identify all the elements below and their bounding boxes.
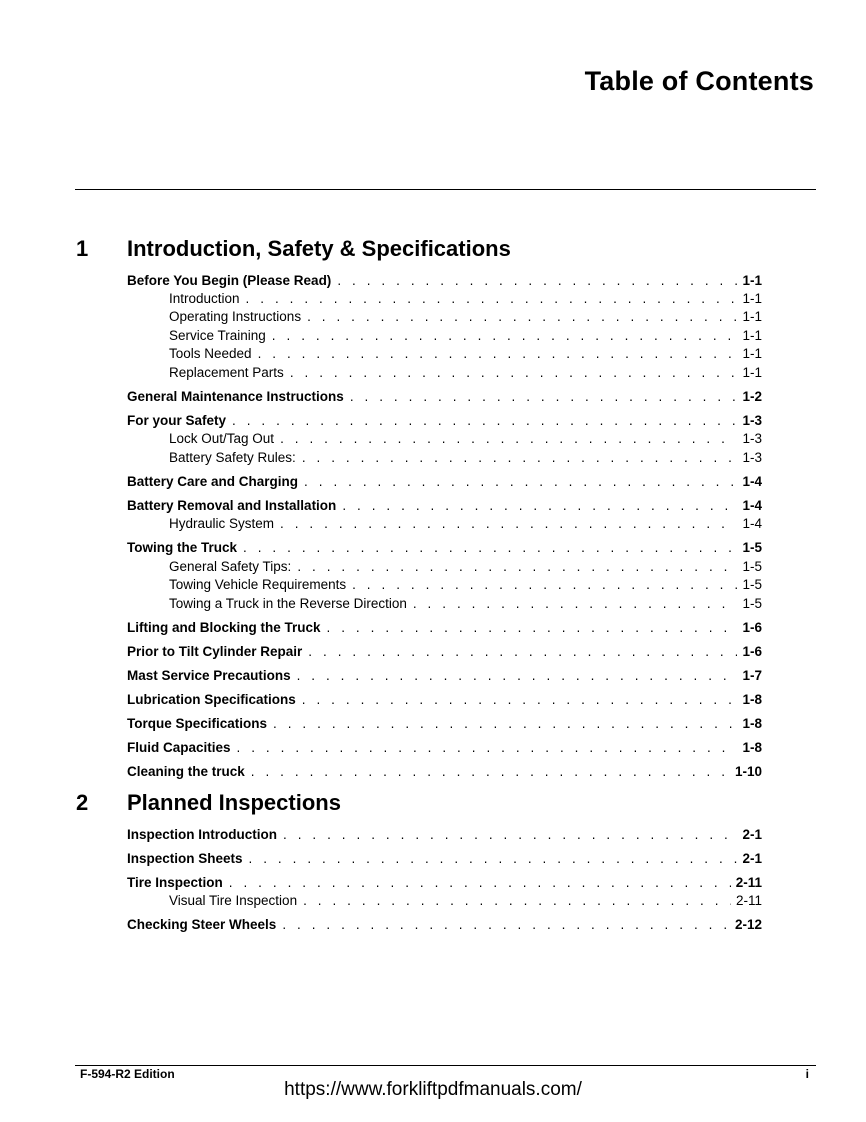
toc-entry-page: 1-3 [742, 413, 762, 428]
toc-entry-page: 1-2 [742, 389, 762, 404]
dot-leader [280, 515, 737, 533]
toc-subentry[interactable] [169, 364, 762, 382]
toc-entry-page: 1-6 [742, 620, 762, 635]
toc-subentry[interactable] [169, 327, 762, 345]
toc-entry-label: Replacement Parts [169, 365, 284, 380]
toc-entry-label: Checking Steer Wheels [127, 917, 277, 932]
toc-entry[interactable] [127, 826, 762, 844]
toc-entry-label: Lock Out/Tag Out [169, 431, 275, 446]
website-link[interactable]: https://www.forkliftpdfmanuals.com/ [284, 1079, 582, 1100]
toc-entry-page: 1-8 [742, 716, 762, 731]
toc-entry-page: 1-10 [734, 764, 762, 779]
toc-entry-page: 1-5 [742, 559, 762, 574]
dot-leader [249, 850, 738, 868]
dot-leader [280, 430, 737, 448]
dot-leader [251, 763, 730, 781]
toc-entry[interactable] [127, 388, 762, 406]
toc-entry-page: 1-1 [742, 309, 762, 324]
toc-entry-page: 1-1 [742, 273, 762, 288]
toc-entry-label: Towing a Truck in the Reverse Direction [169, 596, 407, 611]
dot-leader [352, 576, 737, 594]
toc-entry-page: 1-4 [742, 498, 762, 513]
toc-entry-label: Hydraulic System [169, 516, 275, 531]
toc-entry-label: Battery Removal and Installation [127, 498, 337, 513]
toc-entry[interactable] [127, 412, 762, 430]
toc-entry[interactable] [127, 272, 762, 290]
dot-leader [302, 691, 738, 709]
toc-subentry[interactable] [169, 892, 762, 910]
edition-label: F-594-R2 Edition [80, 1067, 175, 1081]
toc-entry-label: Tire Inspection [127, 875, 223, 890]
dot-leader [327, 619, 738, 637]
toc-entry-page: 1-8 [742, 740, 762, 755]
toc-entry-label: For your Safety [127, 413, 227, 428]
toc-entry-page: 1-1 [742, 365, 762, 380]
toc-entry[interactable] [127, 473, 762, 491]
toc-entry[interactable] [127, 850, 762, 868]
toc-entry-page: 1-3 [742, 431, 762, 446]
toc-subentry[interactable] [169, 449, 762, 467]
dot-leader [302, 449, 738, 467]
toc-entry-label: Mast Service Precautions [127, 668, 291, 683]
chapter-number: 2 [76, 790, 89, 815]
toc-entry[interactable] [127, 916, 762, 934]
dot-leader [290, 364, 738, 382]
toc-entry-label: Prior to Tilt Cylinder Repair [127, 644, 303, 659]
toc-entry[interactable] [127, 497, 762, 515]
toc-entry-label: Towing the Truck [127, 540, 238, 555]
toc-entry-page: 1-4 [742, 474, 762, 489]
chapter-title: Planned Inspections [127, 790, 341, 815]
toc-entry-page: 2-12 [734, 917, 762, 932]
toc-subentry[interactable] [169, 345, 762, 363]
dot-leader [246, 290, 738, 308]
toc-entry-label: Lubrication Specifications [127, 692, 296, 707]
dot-leader [308, 643, 737, 661]
dot-leader [297, 558, 737, 576]
dot-leader [350, 388, 738, 406]
toc-entry[interactable] [127, 619, 762, 637]
dot-leader [243, 539, 737, 557]
chapter-number: 1 [76, 236, 89, 261]
dot-leader [304, 473, 737, 491]
toc-entry[interactable] [127, 691, 762, 709]
toc-entry-page: 1-5 [742, 577, 762, 592]
toc-entry[interactable] [127, 643, 762, 661]
toc-subentry[interactable] [169, 576, 762, 594]
toc-subentry[interactable] [169, 308, 762, 326]
toc-entry-label: Battery Care and Charging [127, 474, 299, 489]
dot-leader [232, 412, 737, 430]
toc-entry[interactable] [127, 739, 762, 757]
toc-subentry[interactable] [169, 595, 762, 613]
toc-entry-label: Inspection Introduction [127, 827, 277, 842]
toc-subentry[interactable] [169, 430, 762, 448]
toc-entry-page: 1-1 [742, 328, 762, 343]
toc-subentry[interactable] [169, 290, 762, 308]
toc-entry-page: 1-6 [742, 644, 762, 659]
toc-entry-page: 2-11 [735, 893, 762, 908]
dot-leader [258, 345, 738, 363]
toc-entry-label: General Safety Tips: [169, 559, 292, 574]
dot-leader [297, 667, 738, 685]
toc-entry-page: 1-1 [742, 291, 762, 306]
dot-leader [413, 595, 738, 613]
toc-entry[interactable] [127, 667, 762, 685]
title-divider [75, 189, 816, 190]
chapter-1-heading[interactable] [0, 236, 866, 268]
toc-entry-page: 2-11 [735, 875, 762, 890]
toc-entry-label: Torque Specifications [127, 716, 268, 731]
toc-entry-page: 1-4 [742, 516, 762, 531]
dot-leader [272, 327, 738, 345]
chapter-title: Introduction, Safety & Specifications [127, 236, 511, 261]
dot-leader [282, 916, 730, 934]
dot-leader [303, 892, 731, 910]
dot-leader [273, 715, 737, 733]
dot-leader [237, 739, 738, 757]
page-title: Table of Contents [584, 66, 814, 96]
toc-entry[interactable] [127, 539, 762, 557]
toc-entry-label: Introduction [169, 291, 240, 306]
dot-leader [342, 497, 737, 515]
toc-entry-label: Visual Tire Inspection [169, 893, 298, 908]
toc-entry-label: Cleaning the truck [127, 764, 245, 779]
page-number: i [805, 1067, 809, 1081]
toc-entry-label: Service Training [169, 328, 266, 343]
toc-entry-page: 2-1 [742, 851, 762, 866]
toc-entry-label: Tools Needed [169, 346, 252, 361]
chapter-2-heading[interactable] [0, 790, 866, 822]
toc-entry-label: Before You Begin (Please Read) [127, 273, 332, 288]
dot-leader [307, 308, 737, 326]
toc-subentry[interactable] [169, 558, 762, 576]
toc-entry-page: 1-3 [742, 450, 762, 465]
dot-leader [229, 874, 731, 892]
toc-entry-label: Fluid Capacities [127, 740, 231, 755]
toc-entry-page: 1-5 [742, 540, 762, 555]
toc-entry[interactable] [127, 715, 762, 733]
toc-entry-label: Operating Instructions [169, 309, 302, 324]
toc-entry-page: 1-1 [742, 346, 762, 361]
toc-entry-label: Battery Safety Rules: [169, 450, 296, 465]
toc-entry-page: 2-1 [742, 827, 762, 842]
dot-leader [283, 826, 737, 844]
toc-entry-label: General Maintenance Instructions [127, 389, 344, 404]
toc-entry[interactable] [127, 874, 762, 892]
toc-entry-label: Lifting and Blocking the Truck [127, 620, 321, 635]
toc-entry-page: 1-5 [742, 596, 762, 611]
toc-entry[interactable] [127, 763, 762, 781]
toc-subentry[interactable] [169, 515, 762, 533]
toc-entry-page: 1-8 [742, 692, 762, 707]
toc-entry-page: 1-7 [742, 668, 762, 683]
toc-entry-label: Towing Vehicle Requirements [169, 577, 347, 592]
footer-divider [75, 1065, 816, 1066]
toc-entry-label: Inspection Sheets [127, 851, 243, 866]
dot-leader [337, 272, 737, 290]
